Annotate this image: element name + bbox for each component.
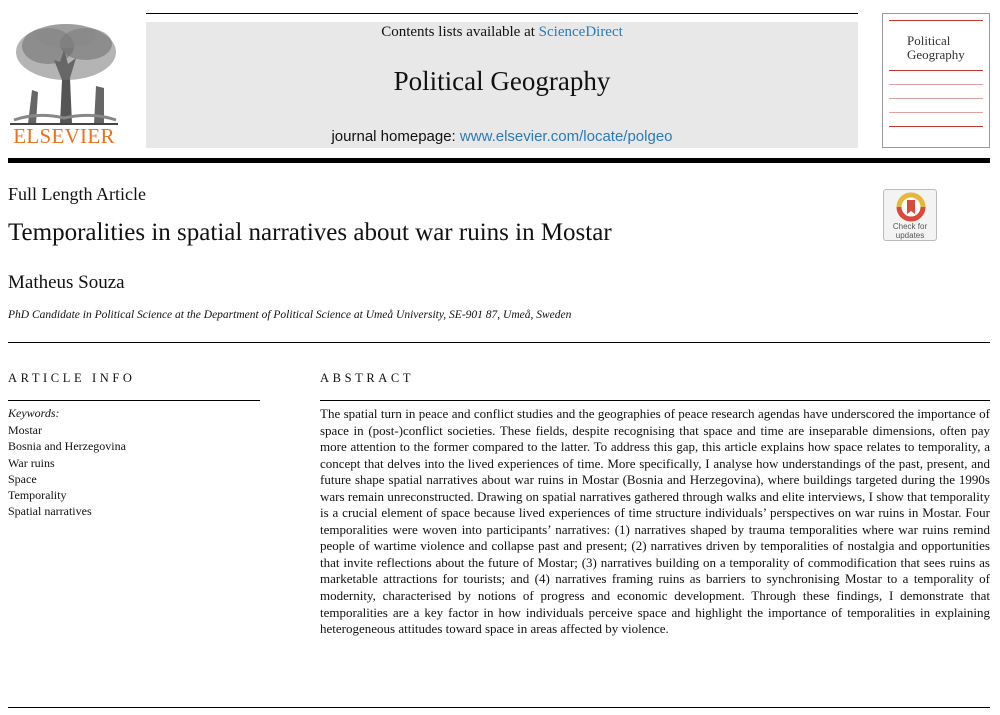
abstract-rule — [320, 400, 990, 401]
author-affiliation: PhD Candidate in Political Science at the Department of Political Science at Umeå University, SE-901 87, Umeå, Sweden — [8, 309, 572, 321]
contents-line — [146, 24, 858, 41]
cover-rule — [889, 112, 983, 113]
author-name[interactable]: Matheus Souza — [8, 272, 125, 293]
article-title: Temporalities in spatial narratives about war ruins in Mostar — [8, 219, 612, 246]
section-rule — [8, 342, 990, 343]
keyword-item: War ruins — [8, 455, 55, 470]
journal-cover-thumbnail[interactable] — [882, 13, 990, 148]
keyword-item: Space — [8, 471, 37, 486]
sciencedirect-link[interactable]: ScienceDirect — [538, 24, 623, 40]
cover-title — [907, 34, 965, 62]
check-updates-line1: Check for — [892, 222, 928, 231]
abstract-heading: ABSTRACT — [320, 371, 415, 385]
cover-title-line2: Geography — [907, 47, 965, 62]
article-type: Full Length Article — [8, 184, 146, 204]
check-updates-label — [884, 222, 936, 240]
cover-rule — [889, 20, 983, 21]
journal-banner — [146, 22, 858, 148]
header-thick-rule — [8, 158, 990, 163]
homepage-prefix: journal homepage: — [331, 128, 456, 145]
abstract-text: The spatial turn in peace and conflict studies and the geographies of peace research agendas have underscored the importance of space in (post-)conflict societies. These fields, despite recognising that space and time are inseparable dimensions, often pay more attention to the former compared to the latter. To address this gap, this article explains how space relates to temporality, a concept that delves into the lived experiences of time. More specifically, I analyse how understandings of the past, present, and future shape spatial narratives about war ruins in Mostar (Bosnia and Herzegovina), where buildings targeted during the 1990s wars remain unreconstructed. Drawing on spatial narratives gathered through walks and elite interviews, I show that temporality is a crucial element of space because lived experiences of time structure individuals’ perspectives on war ruins in Mostar. Four temporalities were woven into participants’ narratives: (1) narratives shaped by trauma temporalities where war ruins remind people of wartime violence and collapse past and present; (2) narratives driven by temporalities of nostalgia and opportunities that invite reflections about the future of Mostar; (3) narratives building on a temporality of commodification that sees ruins as marketable attractions for tourists; and (4) narratives framing ruins as barriers to synchronising Mostar to a temporality of modernity, characterised by notions of progress and economic development. Through these findings, I demonstrate that temporalities are a key factor in how individuals perceive space and highlight the importance of temporalities in explaining heterogeneous attitudes toward space in areas affected by violence. — [320, 406, 990, 637]
keywords-label: Keywords: — [8, 406, 60, 420]
elsevier-logo[interactable] — [8, 20, 120, 148]
cover-rule — [889, 126, 983, 127]
cover-rule — [889, 70, 983, 71]
article-info-heading: ARTICLE INFO — [8, 371, 136, 385]
homepage-link[interactable]: www.elsevier.com/locate/polgeo — [459, 128, 673, 145]
bottom-rule — [8, 707, 990, 708]
cover-rule — [889, 84, 983, 85]
check-updates-line2: updates — [895, 231, 925, 240]
homepage-line — [146, 128, 858, 145]
elsevier-wordmark: ELSEVIER — [13, 124, 115, 148]
journal-title: Political Geography — [393, 66, 611, 96]
cover-title-line1: Political — [907, 33, 951, 48]
check-for-updates-button[interactable] — [883, 189, 937, 241]
keyword-item: Bosnia and Herzegovina — [8, 439, 126, 454]
keyword-item: Spatial narratives — [8, 504, 92, 519]
header-top-rule — [146, 13, 858, 14]
contents-prefix: Contents lists available at — [381, 24, 535, 40]
check-updates-icon — [884, 190, 938, 224]
keyword-item: Mostar — [8, 423, 42, 437]
keyword-list — [8, 422, 126, 520]
article-info-rule — [8, 400, 260, 401]
cover-rule — [889, 98, 983, 99]
keyword-item: Temporality — [8, 488, 67, 503]
